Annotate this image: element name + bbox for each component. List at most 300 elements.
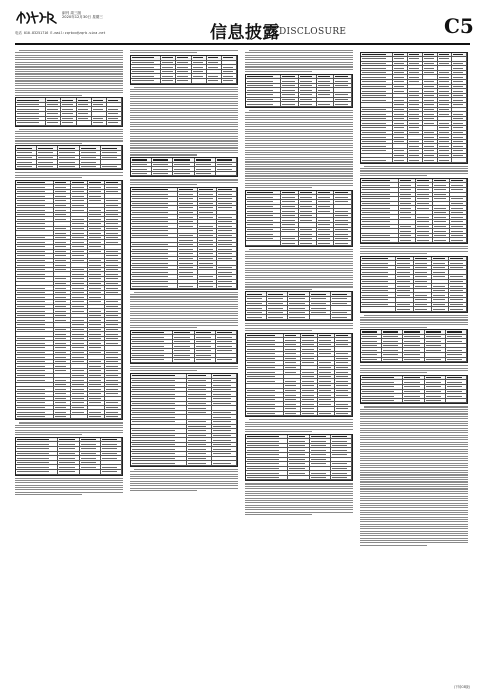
table-cell [173, 172, 194, 177]
column-3 [245, 50, 353, 690]
text-line [360, 368, 468, 369]
text-line [245, 171, 353, 172]
text-line [15, 140, 123, 141]
table-cell [317, 102, 335, 107]
table-cell [299, 102, 317, 107]
table-cell [267, 315, 288, 320]
table-cell [216, 358, 237, 363]
text-line [15, 66, 123, 67]
text-line [130, 103, 238, 104]
text-line [15, 482, 123, 483]
text-line [360, 542, 468, 543]
text-line [15, 434, 82, 435]
text-line [360, 488, 468, 489]
text-line [245, 129, 353, 130]
text-line [245, 119, 353, 120]
text-line [15, 133, 123, 134]
text-line [130, 150, 238, 151]
text-line [245, 175, 353, 176]
text-line [360, 521, 468, 522]
table-cell [16, 415, 54, 420]
text-line [245, 251, 353, 252]
table-cell [334, 241, 352, 246]
data-table [360, 375, 468, 405]
page-number: C5 [444, 14, 474, 38]
text-line [245, 59, 353, 60]
text-line [245, 500, 353, 501]
text-line [130, 313, 238, 314]
text-line [245, 493, 353, 494]
table-cell [195, 172, 216, 177]
table-cell [80, 165, 101, 170]
text-line [360, 411, 468, 412]
text-line [15, 80, 123, 81]
table-cell [161, 79, 176, 84]
text-line [360, 251, 468, 252]
text-line [130, 301, 238, 302]
table-cell [173, 358, 194, 363]
text-line [360, 246, 468, 247]
text-line [130, 296, 238, 297]
text-line [130, 98, 238, 99]
text-line [360, 372, 427, 373]
text-line [130, 115, 238, 116]
logo-calligraphy-icon [15, 8, 59, 26]
text-line [130, 131, 238, 132]
table-cell [216, 172, 237, 177]
text-line [130, 152, 238, 153]
text-line [360, 491, 468, 492]
text-line [245, 183, 353, 184]
text-line [15, 427, 123, 428]
text-line [245, 325, 353, 326]
text-line [134, 469, 238, 470]
table-cell [423, 158, 438, 163]
text-line [245, 187, 312, 188]
text-line [15, 59, 123, 60]
text-line [245, 502, 353, 503]
table-cell [46, 121, 61, 126]
table-cell [71, 415, 88, 420]
text-line [15, 136, 123, 137]
table-cell [246, 241, 281, 246]
text-line [360, 484, 468, 485]
text-line [130, 122, 238, 123]
text-line [130, 129, 238, 130]
table-cell [192, 79, 207, 84]
text-line [245, 495, 353, 496]
data-table [245, 74, 353, 108]
text-line [360, 470, 468, 471]
text-line [360, 531, 468, 532]
text-line [360, 446, 468, 447]
data-table [130, 187, 238, 290]
text-line [360, 453, 468, 454]
text-line [130, 136, 238, 137]
text-line [130, 294, 238, 295]
text-line [130, 308, 238, 309]
text-line [130, 366, 238, 367]
table-cell [433, 238, 450, 243]
text-line [360, 421, 468, 422]
table-cell [425, 358, 446, 363]
table-cell [212, 461, 237, 466]
table-cell [450, 238, 467, 243]
table-cell [152, 172, 173, 177]
table-cell [105, 415, 122, 420]
text-line [134, 292, 238, 293]
text-line [360, 458, 468, 459]
text-line [130, 311, 238, 312]
text-line [15, 71, 123, 72]
text-line [130, 110, 238, 111]
text-line [360, 370, 468, 371]
table-cell [107, 121, 122, 126]
table-cell [246, 476, 288, 481]
table-cell [246, 102, 281, 107]
table-cell [318, 412, 335, 417]
text-line [15, 85, 123, 86]
text-line [360, 467, 468, 468]
text-line [130, 304, 238, 305]
table-cell [299, 241, 317, 246]
text-line [15, 175, 123, 176]
text-line [245, 115, 353, 116]
data-table [130, 373, 238, 467]
text-line [360, 444, 468, 445]
text-line [130, 481, 238, 482]
data-table [360, 52, 468, 164]
text-line [245, 168, 353, 169]
text-line [130, 327, 197, 328]
data-table [360, 329, 468, 363]
text-line [130, 89, 238, 90]
text-line [15, 73, 123, 74]
text-line [245, 424, 353, 425]
text-line [15, 143, 82, 144]
text-line [130, 325, 238, 326]
text-line [360, 503, 468, 504]
text-line [360, 463, 468, 464]
table-cell [393, 158, 408, 163]
table-cell [301, 412, 318, 417]
text-line [245, 268, 353, 269]
text-line [19, 422, 123, 423]
masthead [0, 0, 484, 44]
text-line [130, 315, 238, 316]
text-line [360, 528, 468, 529]
table-cell [16, 121, 46, 126]
text-line [15, 92, 123, 93]
text-line [364, 166, 468, 167]
table-cell [446, 399, 467, 404]
text-line [245, 256, 353, 257]
table-cell [331, 315, 352, 320]
text-line [245, 143, 353, 144]
text-line [15, 430, 123, 431]
text-line [130, 179, 238, 180]
text-line [249, 50, 353, 51]
text-line [245, 117, 353, 118]
table-cell [403, 399, 424, 404]
text-line [245, 488, 353, 489]
text-line [130, 119, 238, 120]
text-line [130, 101, 238, 102]
text-line [249, 249, 353, 250]
text-line [15, 69, 123, 70]
text-line [15, 432, 123, 433]
text-line [130, 483, 238, 484]
text-line [130, 306, 238, 307]
text-line [130, 105, 238, 106]
table-cell [187, 461, 212, 466]
text-line [360, 418, 468, 419]
text-line [245, 52, 353, 53]
data-table [245, 291, 353, 321]
text-line [245, 136, 353, 137]
table-cell [58, 165, 79, 170]
table-cell [16, 165, 37, 170]
table-cell [61, 121, 76, 126]
table-cell [361, 158, 393, 163]
text-line [130, 471, 238, 472]
text-line [360, 545, 427, 546]
text-line [15, 57, 123, 58]
text-line [245, 131, 353, 132]
text-line [360, 479, 468, 480]
table-cell [54, 415, 71, 420]
text-line [360, 425, 468, 426]
text-line [15, 494, 82, 495]
masthead-info [62, 11, 103, 20]
text-line [360, 535, 468, 536]
text-line [245, 507, 353, 508]
table-cell [408, 158, 423, 163]
text-line [245, 512, 353, 513]
text-line [15, 52, 123, 53]
table-cell [361, 399, 403, 404]
text-line [245, 112, 353, 113]
table-cell [310, 315, 331, 320]
text-line [130, 50, 238, 51]
text-line [130, 476, 238, 477]
text-line [245, 159, 353, 160]
table-cell [101, 165, 122, 170]
text-line [364, 315, 468, 316]
text-line [245, 286, 353, 287]
text-line [245, 486, 353, 487]
text-line [245, 138, 353, 139]
data-table [15, 97, 123, 127]
data-table [130, 330, 238, 364]
table-cell [77, 121, 92, 126]
text-line [245, 498, 353, 499]
text-line [360, 533, 468, 534]
table-cell [281, 102, 299, 107]
table-cell [246, 412, 284, 417]
text-line [19, 50, 123, 51]
table-cell [88, 415, 105, 420]
data-table [245, 333, 353, 418]
text-line [360, 439, 468, 440]
text-line [245, 140, 353, 141]
text-line [245, 289, 312, 290]
table-cell [361, 307, 396, 312]
text-line [15, 88, 123, 89]
text-line [130, 138, 238, 139]
text-line [245, 66, 353, 67]
text-line [245, 124, 353, 125]
text-line [245, 279, 353, 280]
text-line [360, 365, 468, 366]
text-line [130, 490, 197, 491]
text-line [245, 154, 353, 155]
text-line [134, 87, 238, 88]
text-line [15, 83, 123, 84]
text-line [245, 122, 353, 123]
text-line [130, 140, 238, 141]
text-line [130, 318, 238, 319]
table-cell [403, 358, 424, 363]
text-line [15, 138, 123, 139]
table-cell [131, 358, 173, 363]
column-4 [360, 50, 468, 690]
text-line [360, 175, 427, 176]
text-line [130, 91, 238, 92]
text-line [130, 320, 238, 321]
text-line [360, 317, 468, 318]
text-line [130, 478, 238, 479]
text-line [245, 180, 353, 181]
table-cell [131, 461, 187, 466]
data-table [130, 157, 238, 177]
table-cell [425, 399, 446, 404]
text-line [360, 472, 468, 473]
column-2 [130, 50, 238, 690]
table-cell [176, 79, 191, 84]
text-line [245, 57, 353, 58]
text-line [245, 254, 353, 255]
text-line [245, 265, 353, 266]
text-line [130, 474, 238, 475]
newspaper-logo [15, 8, 59, 26]
text-line [245, 55, 353, 56]
text-line [130, 112, 238, 113]
table-cell [101, 470, 122, 475]
text-line [245, 505, 353, 506]
table-cell [416, 238, 433, 243]
text-line [360, 456, 468, 457]
table-cell [195, 358, 216, 363]
section-title: 信息披露 [210, 23, 280, 43]
text-line [360, 510, 468, 511]
text-line [245, 261, 353, 262]
text-line [360, 486, 468, 487]
text-line [245, 483, 353, 484]
table-cell [361, 238, 399, 243]
text-line [15, 78, 123, 79]
text-line [15, 177, 82, 178]
text-line [245, 166, 353, 167]
text-line [15, 487, 123, 488]
text-line [15, 478, 123, 479]
text-line [245, 275, 353, 276]
text-line [245, 185, 353, 186]
data-table [360, 178, 468, 244]
text-line [360, 409, 468, 410]
text-line [360, 428, 468, 429]
table-cell [58, 470, 79, 475]
masthead-info-line2: 2020年12月30日 星期三 [62, 15, 103, 20]
text-line [360, 253, 427, 254]
table-cell [198, 284, 218, 289]
table-cell [331, 476, 352, 481]
text-line [245, 284, 353, 285]
text-line [360, 519, 468, 520]
table-cell [284, 412, 301, 417]
table-cell [222, 79, 237, 84]
table-cell [310, 476, 331, 481]
text-line [245, 147, 353, 148]
text-line [245, 133, 353, 134]
text-line [15, 489, 123, 490]
text-line [360, 512, 468, 513]
table-cell [80, 470, 101, 475]
table-cell [288, 315, 309, 320]
text-line [15, 425, 123, 426]
text-line [360, 413, 468, 414]
text-line [360, 430, 468, 431]
text-line [15, 55, 123, 56]
text-line [245, 509, 353, 510]
text-line [245, 71, 312, 72]
text-line [245, 426, 353, 427]
text-line [130, 154, 197, 155]
text-line [130, 368, 238, 369]
continuation-note: (下转C6版) [453, 685, 470, 689]
text-line [360, 474, 468, 475]
text-line [360, 524, 468, 525]
text-line [130, 147, 238, 148]
text-line [245, 263, 353, 264]
text-line [360, 168, 468, 169]
text-line [130, 117, 238, 118]
text-line [360, 514, 468, 515]
text-line [360, 324, 468, 325]
text-line [360, 493, 468, 494]
text-line [15, 62, 123, 63]
table-cell [449, 307, 467, 312]
table-cell [37, 165, 58, 170]
text-line [360, 517, 468, 518]
text-line [364, 406, 468, 407]
text-line [360, 526, 468, 527]
text-line [360, 416, 468, 417]
text-line [360, 505, 468, 506]
masthead-rule [15, 43, 470, 45]
data-table [15, 437, 123, 476]
text-line [360, 460, 468, 461]
text-line [360, 322, 468, 323]
text-line [360, 437, 468, 438]
text-line [130, 108, 238, 109]
data-table [15, 180, 123, 421]
table-cell [131, 172, 152, 177]
text-line [245, 282, 353, 283]
text-line [245, 150, 353, 151]
text-line [360, 327, 427, 328]
text-line [245, 152, 353, 153]
